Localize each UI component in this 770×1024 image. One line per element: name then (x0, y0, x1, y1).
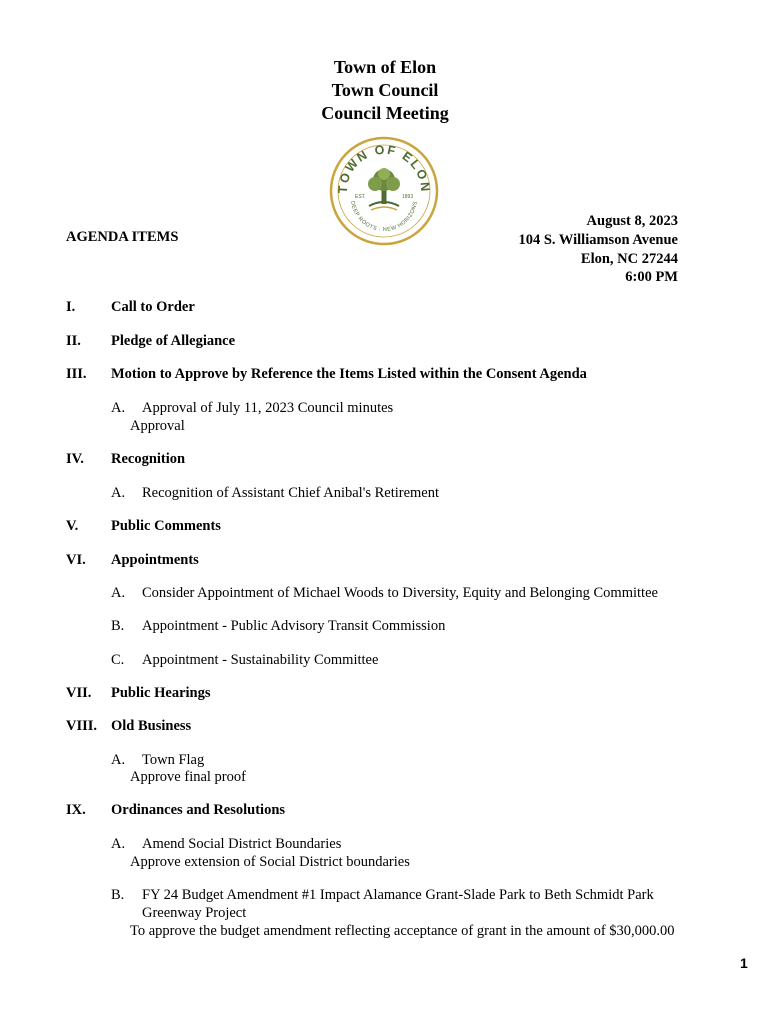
subitem-text: Consider Appointment of Michael Woods to Diversity, Equity and Belonging Committee (142, 585, 658, 601)
seal-est: EST. (355, 194, 366, 200)
subitem-label: A. (111, 485, 126, 501)
subitem-label: A. (111, 752, 126, 768)
meeting-time: 6:00 PM (625, 269, 678, 285)
item-number: VIII. (66, 718, 98, 734)
item-number: III. (66, 366, 87, 382)
seal-year: 1893 (402, 194, 414, 200)
item-number: VII. (66, 685, 92, 701)
subitem-label: B. (111, 618, 125, 634)
page-number: 1 (740, 955, 748, 971)
item-title: Old Business (111, 718, 192, 734)
subitem-label: C. (111, 652, 125, 668)
subitem-label: A. (111, 836, 126, 852)
seal-top-text: TOWN OF ELON (335, 142, 433, 194)
subitem-text: Approval of July 11, 2023 Council minutes (142, 400, 394, 416)
subitem-note: Approve final proof (130, 769, 246, 785)
subitem-note: Approve extension of Social District boundaries (130, 854, 410, 870)
item-number: VI. (66, 552, 86, 568)
item-title: Call to Order (111, 299, 195, 315)
subitem-text: Town Flag (142, 752, 205, 768)
meeting-address: 104 S. Williamson Avenue (518, 232, 678, 248)
subitem-text-cont: Greenway Project (142, 905, 247, 921)
seal-bottom-text: DEEP ROOTS · NEW HORIZONS (349, 200, 419, 234)
item-title: Appointments (111, 552, 199, 568)
subitem-note: Approval (130, 418, 185, 434)
agenda-items-label: AGENDA ITEMS (66, 229, 179, 245)
item-title: Pledge of Allegiance (111, 333, 236, 349)
subitem-text: Appointment - Public Advisory Transit Commission (142, 618, 446, 634)
subitem-text: FY 24 Budget Amendment #1 Impact Alamance Grant-Slade Park to Beth Schmidt Park (142, 887, 654, 903)
item-title: Motion to Approve by Reference the Items Listed within the Consent Agenda (111, 366, 587, 382)
header-meeting: Council Meeting (321, 103, 449, 123)
meeting-date: August 8, 2023 (586, 213, 678, 229)
item-title: Public Hearings (111, 685, 211, 701)
subitem-label: A. (111, 400, 126, 416)
item-title: Public Comments (111, 518, 221, 534)
item-number: V. (66, 518, 79, 534)
item-number: II. (66, 333, 81, 349)
subitem-label: B. (111, 887, 125, 903)
subitem-text: Recognition of Assistant Chief Anibal's Retirement (142, 485, 440, 501)
town-seal-graphic (329, 136, 439, 246)
subitem-text: Appointment - Sustainability Committee (142, 652, 379, 668)
item-number: IV. (66, 451, 84, 467)
subitem-note: To approve the budget amendment reflecting acceptance of grant in the amount of $30,000.00 (130, 923, 675, 939)
header-town: Town of Elon (333, 57, 437, 77)
header-body: Town Council (331, 80, 439, 100)
subitem-text: Amend Social District Boundaries (142, 836, 342, 852)
subitem-label: A. (111, 585, 126, 601)
town-seal (329, 136, 439, 246)
meeting-city: Elon, NC 27244 (580, 251, 678, 267)
item-number: I. (66, 299, 76, 315)
item-number: IX. (66, 802, 86, 818)
item-title: Ordinances and Resolutions (111, 802, 286, 818)
item-title: Recognition (111, 451, 186, 467)
